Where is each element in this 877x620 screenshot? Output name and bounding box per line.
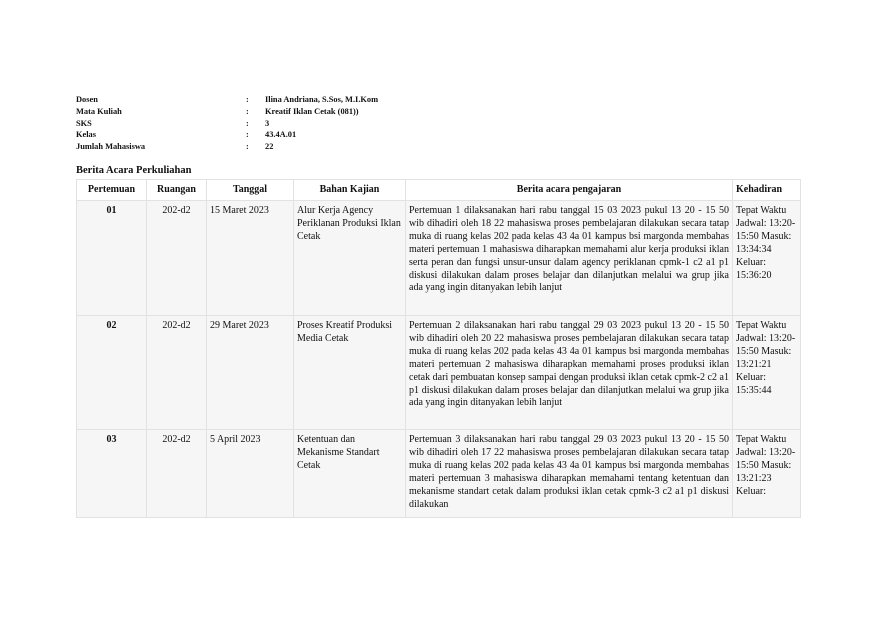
info-row-mata-kuliah <box>76 106 565 118</box>
cell-kehadiran-text: Tepat Waktu Jadwal: 13:20-15:50 Masuk: 13:21:23 Keluar: <box>736 434 796 497</box>
cell-bahan-kajian: Proses Kreatif Produksi Media Cetak <box>294 316 406 430</box>
header-tanggal: Tanggal <box>207 180 294 201</box>
table-row <box>77 430 801 518</box>
info-label: Kelas <box>76 130 97 140</box>
info-label: Mata Kuliah <box>76 106 122 116</box>
cell-berita-acara: Pertemuan 1 dilaksanakan hari rabu tanggal 15 03 2023 pukul 13 20 - 15 50 wib dihadiri oleh 18 22 mahasiswa proses pembelajaran dilakukan secara tatap muka di ruang kelas 202 pada kelas 43 4a 01 kampus bsi margonda membahas materi pertemuan 1 mahasiswa diharapkan memahami alur kerja produksi iklan serta peran dan fungsi unsur-unsur dalam agency periklanan cpmk-1 c2 a1 p1 diskusi dilakukan dalam proses belajar dan dilanjutkan melalui wa grup jika ada yang ingin ditanyakan lebih lanjut <box>406 201 733 316</box>
info-label: Dosen <box>76 95 98 104</box>
table-row <box>77 316 801 430</box>
cell-pertemuan: 01 <box>77 201 147 316</box>
table-header-row <box>77 180 801 201</box>
info-row-dosen <box>76 94 565 106</box>
header-kehadiran: Kehadiran <box>733 180 801 201</box>
cell-berita-acara: Pertemuan 2 dilaksanakan hari rabu tanggal 29 03 2023 pukul 13 20 - 15 50 wib dihadiri oleh 20 22 mahasiswa proses pembelajaran dilakukan secara tatap muka di ruang kelas 202 pada kelas 43 4a 01 kampus bsi margonda membahas materi pertemuan 2 mahasiswa diharapkan memahami proses produksi iklan cetak dari pembuatan konsep sampai dengan produksi iklan cetak cpmk-2 c2 a1 p1 diskusi dilakukan dalam proses belajar dan dilanjutkan melalui wa grup jika ada yang ingin ditanyakan lebih lanjut <box>406 316 733 430</box>
info-colon: : <box>246 130 249 140</box>
table-row <box>77 201 801 316</box>
header-pertemuan: Pertemuan <box>77 180 147 201</box>
cell-pertemuan: 03 <box>77 430 147 518</box>
info-row-jumlah-mahasiswa <box>76 141 565 153</box>
course-info <box>76 94 565 153</box>
cell-bahan-kajian: Alur Kerja Agency Periklanan Produksi Iklan Cetak <box>294 201 406 316</box>
cell-pertemuan: 02 <box>77 316 147 430</box>
cell-tanggal: 15 Maret 2023 <box>207 201 294 316</box>
info-value-sks: 3 <box>265 118 270 128</box>
cell-tanggal: 29 Maret 2023 <box>207 316 294 430</box>
info-colon: : <box>246 118 249 128</box>
info-row-sks <box>76 118 565 130</box>
info-label: Jumlah Mahasiswa <box>76 142 146 152</box>
info-value-jumlah-mahasiswa: 22 <box>265 142 274 152</box>
info-colon: : <box>246 106 249 116</box>
header-ruangan: Ruangan <box>147 180 207 201</box>
cell-bahan-kajian: Ketentuan dan Mekanisme Standart Cetak <box>294 430 406 518</box>
info-colon: : <box>246 142 249 152</box>
cell-berita-acara <box>406 430 733 518</box>
cell-ruangan: 202-d2 <box>147 201 207 316</box>
cell-berita-acara-text: Pertemuan 3 dilaksanakan hari rabu tanggal 29 03 2023 pukul 13 20 - 15 50 wib dihadiri oleh 17 22 mahasiswa proses pembelajaran dilakukan secara tatap muka di ruang kelas 202 pada kelas 43 4a 01 kampus bsi margonda membahas materi pertemuan 3 mahasiswa diharapkan memahami tentang ketentuan dan mekanisme standart cetak dalam produksi iklan cetak cpmk-3 c2 a1 p1 diskusi dilakukan <box>409 434 729 510</box>
info-colon: : <box>246 95 249 104</box>
info-label: SKS <box>76 118 92 128</box>
info-value-mata-kuliah: Kreatif Iklan Cetak (081)) <box>265 106 359 116</box>
header-bahan-kajian: Bahan Kajian <box>294 180 406 201</box>
cell-kehadiran: Tepat Waktu Jadwal: 13:20-15:50 Masuk: 13:21:21 Keluar: 15:35:44 <box>733 316 801 430</box>
info-value-dosen: Ilina Andriana, S.Sos, M.I.Kom <box>265 95 379 104</box>
section-title: Berita Acara Perkuliahan <box>76 165 192 176</box>
cell-kehadiran <box>733 430 801 518</box>
header-berita-acara: Berita acara pengajaran <box>406 180 733 201</box>
info-row-kelas <box>76 129 565 141</box>
info-value-kelas: 43.4A.01 <box>265 130 297 140</box>
cell-ruangan: 202-d2 <box>147 430 207 518</box>
lecture-report-table <box>76 179 801 518</box>
cell-tanggal: 5 April 2023 <box>207 430 294 518</box>
cell-ruangan: 202-d2 <box>147 316 207 430</box>
cell-kehadiran: Tepat Waktu Jadwal: 13:20-15:50 Masuk: 13:34:34 Keluar: 15:36:20 <box>733 201 801 316</box>
